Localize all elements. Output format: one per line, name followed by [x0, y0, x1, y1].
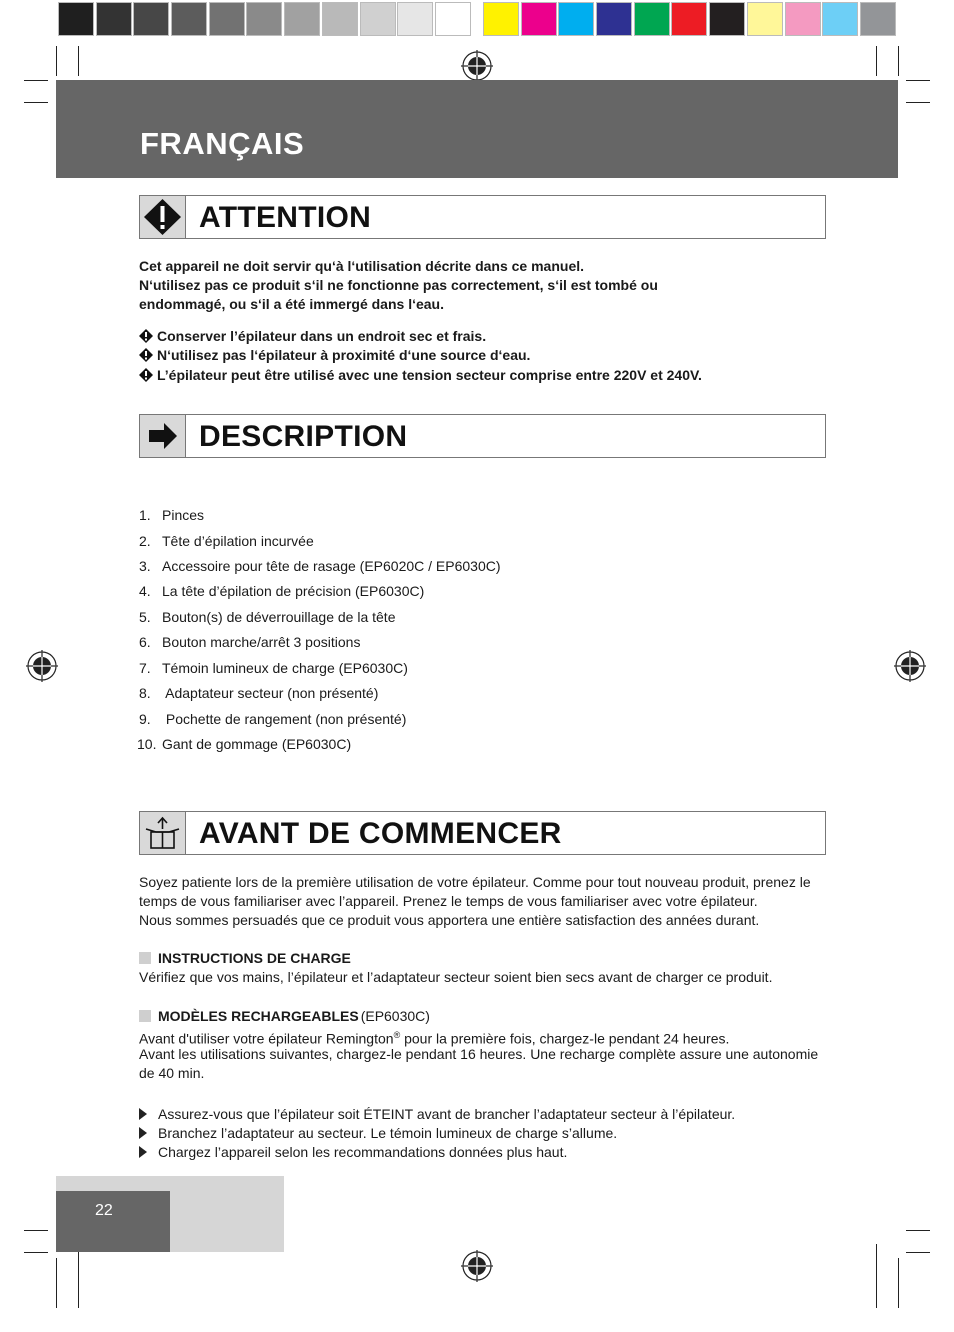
crop-mark — [24, 1230, 48, 1231]
attention-intro-line: endommagé, ou s‘il a été immergé dans l‘eau. — [139, 296, 444, 312]
page-number: 22 — [95, 1202, 113, 1219]
avant-intro-line: temps de vous familiariser avec l’appareil. Prenez le temps de vous familiariser avec votre épilateur. — [139, 893, 758, 909]
color-swatch — [671, 2, 707, 36]
color-swatch — [822, 2, 858, 36]
color-swatch — [209, 2, 245, 36]
crop-mark — [24, 102, 48, 103]
step-item: Chargez l’appareil selon les recommandations données plus haut. — [139, 1143, 567, 1162]
crop-mark — [906, 1252, 930, 1253]
square-bullet-icon — [139, 952, 151, 964]
color-swatch — [860, 2, 896, 36]
list-item: 10. Gant de gommage (EP6030C) — [137, 736, 352, 752]
list-item: 9. Pochette de rangement (non présenté) — [139, 711, 407, 727]
attention-bullet-text: L’épilateur peut être utilisé avec une tension secteur comprise entre 220V et 240V. — [157, 367, 702, 383]
attention-bullet — [139, 327, 486, 346]
color-swatch — [709, 2, 745, 36]
color-swatch — [360, 2, 396, 36]
crop-mark — [78, 46, 79, 76]
color-swatch — [435, 2, 471, 36]
color-swatch — [284, 2, 320, 36]
charge-text: Vérifiez que vos mains, l’épilateur et l’adaptateur secteur soient bien secs avant de charger ce produit. — [139, 969, 773, 985]
triangle-bullet-icon — [139, 1108, 147, 1120]
list-item: 4. La tête d’épilation de précision (EP6030C) — [139, 583, 425, 599]
section-title: ATTENTION — [199, 201, 372, 234]
page-number-box — [56, 1176, 284, 1252]
step-item: Assurez-vous que l’épilateur soit ÉTEINT avant de brancher l’adaptateur secteur à l’épilateur. — [139, 1105, 735, 1124]
avant-intro-line: Soyez patiente lors de la première utilisation de votre épilateur. Comme pour tout nouveau produit, prenez le — [139, 874, 811, 890]
attention-bullet — [139, 346, 530, 365]
color-swatch — [322, 2, 358, 36]
box-icon — [140, 812, 186, 854]
crop-mark — [898, 1258, 899, 1308]
list-item: 1. Pinces — [139, 507, 205, 523]
crop-mark — [24, 1252, 48, 1253]
color-swatch — [133, 2, 169, 36]
list-item: 5. Bouton(s) de déverrouillage de la tête — [139, 609, 396, 625]
description-header — [139, 414, 826, 458]
diamond-warning-icon — [139, 348, 153, 362]
color-swatch — [596, 2, 632, 36]
crop-mark — [24, 80, 48, 81]
color-swatch — [747, 2, 783, 36]
models-line: de 40 min. — [139, 1065, 205, 1081]
crop-mark — [876, 1244, 877, 1308]
attention-intro-line: Cet appareil ne doit servir qu‘à l‘utilisation décrite dans ce manuel. — [139, 258, 585, 274]
square-bullet-icon — [139, 1010, 151, 1022]
attention-bullet-text: Conserver l’épilateur dans un endroit sec et frais. — [157, 328, 487, 344]
attention-bullet-text: N‘utilisez pas l‘épilateur à proximité d‘une source d‘eau. — [157, 347, 531, 363]
charge-heading: INSTRUCTIONS DE CHARGE — [139, 949, 351, 968]
color-swatch — [96, 2, 132, 36]
crop-mark — [56, 46, 57, 76]
registration-mark-icon — [894, 650, 926, 682]
avant-intro-line: Nous sommes persuadés que ce produit vous apportera une entière satisfaction des années durant. — [139, 912, 760, 928]
color-swatch — [785, 2, 821, 36]
section-title: AVANT DE COMMENCER — [199, 817, 562, 850]
color-swatch — [397, 2, 433, 36]
models-line: Avant les utilisations suivantes, chargez-le pendant 16 heures. Une recharge complète assure une autonomie — [139, 1046, 819, 1062]
color-swatch — [558, 2, 594, 36]
crop-mark — [876, 46, 877, 76]
page-title: FRANÇAIS — [140, 126, 305, 161]
color-swatch — [246, 2, 282, 36]
section-title: DESCRIPTION — [199, 420, 408, 453]
triangle-bullet-icon — [139, 1127, 147, 1139]
registration-mark-icon — [26, 650, 58, 682]
crop-mark — [898, 46, 899, 76]
list-item: 8. Adaptateur secteur (non présenté) — [139, 685, 379, 701]
models-line: Avant d'utiliser votre épilateur Remington® pour la première fois, chargez-le pendant 24 heures. — [139, 1030, 730, 1047]
process-color-bar — [483, 2, 898, 38]
models-heading: MODÈLES RECHARGEABLES (EP6030C) — [139, 1007, 430, 1026]
avant-header — [139, 811, 826, 855]
gray-color-bar — [58, 2, 473, 38]
diamond-warning-icon — [139, 329, 153, 343]
diamond-warning-icon — [139, 368, 153, 382]
color-swatch — [171, 2, 207, 36]
crop-mark — [56, 1258, 57, 1308]
attention-intro-line: N‘utilisez pas ce produit s‘il ne fonctionne pas correctement, s‘il est tombé ou — [139, 277, 658, 293]
crop-mark — [906, 102, 930, 103]
color-swatch — [634, 2, 670, 36]
crop-mark — [906, 1230, 930, 1231]
attention-bullet — [139, 366, 702, 385]
list-item: 2. Tête d’épilation incurvée — [139, 533, 314, 549]
crop-mark — [906, 80, 930, 81]
warning-icon — [140, 196, 186, 238]
registration-mark-icon — [461, 50, 493, 82]
color-swatch — [483, 2, 519, 36]
step-item: Branchez l’adaptateur au secteur. Le témoin lumineux de charge s’allume. — [139, 1124, 617, 1143]
list-item: 3. Accessoire pour tête de rasage (EP6020C / EP6030C) — [139, 558, 501, 574]
color-swatch — [58, 2, 94, 36]
triangle-bullet-icon — [139, 1146, 147, 1158]
arrow-right-icon — [140, 415, 186, 457]
color-swatch — [521, 2, 557, 36]
list-item: 7. Témoin lumineux de charge (EP6030C) — [139, 660, 408, 676]
crop-mark — [78, 1244, 79, 1308]
registration-mark-icon — [461, 1250, 493, 1282]
attention-header — [139, 195, 826, 239]
list-item: 6. Bouton marche/arrêt 3 positions — [139, 634, 361, 650]
